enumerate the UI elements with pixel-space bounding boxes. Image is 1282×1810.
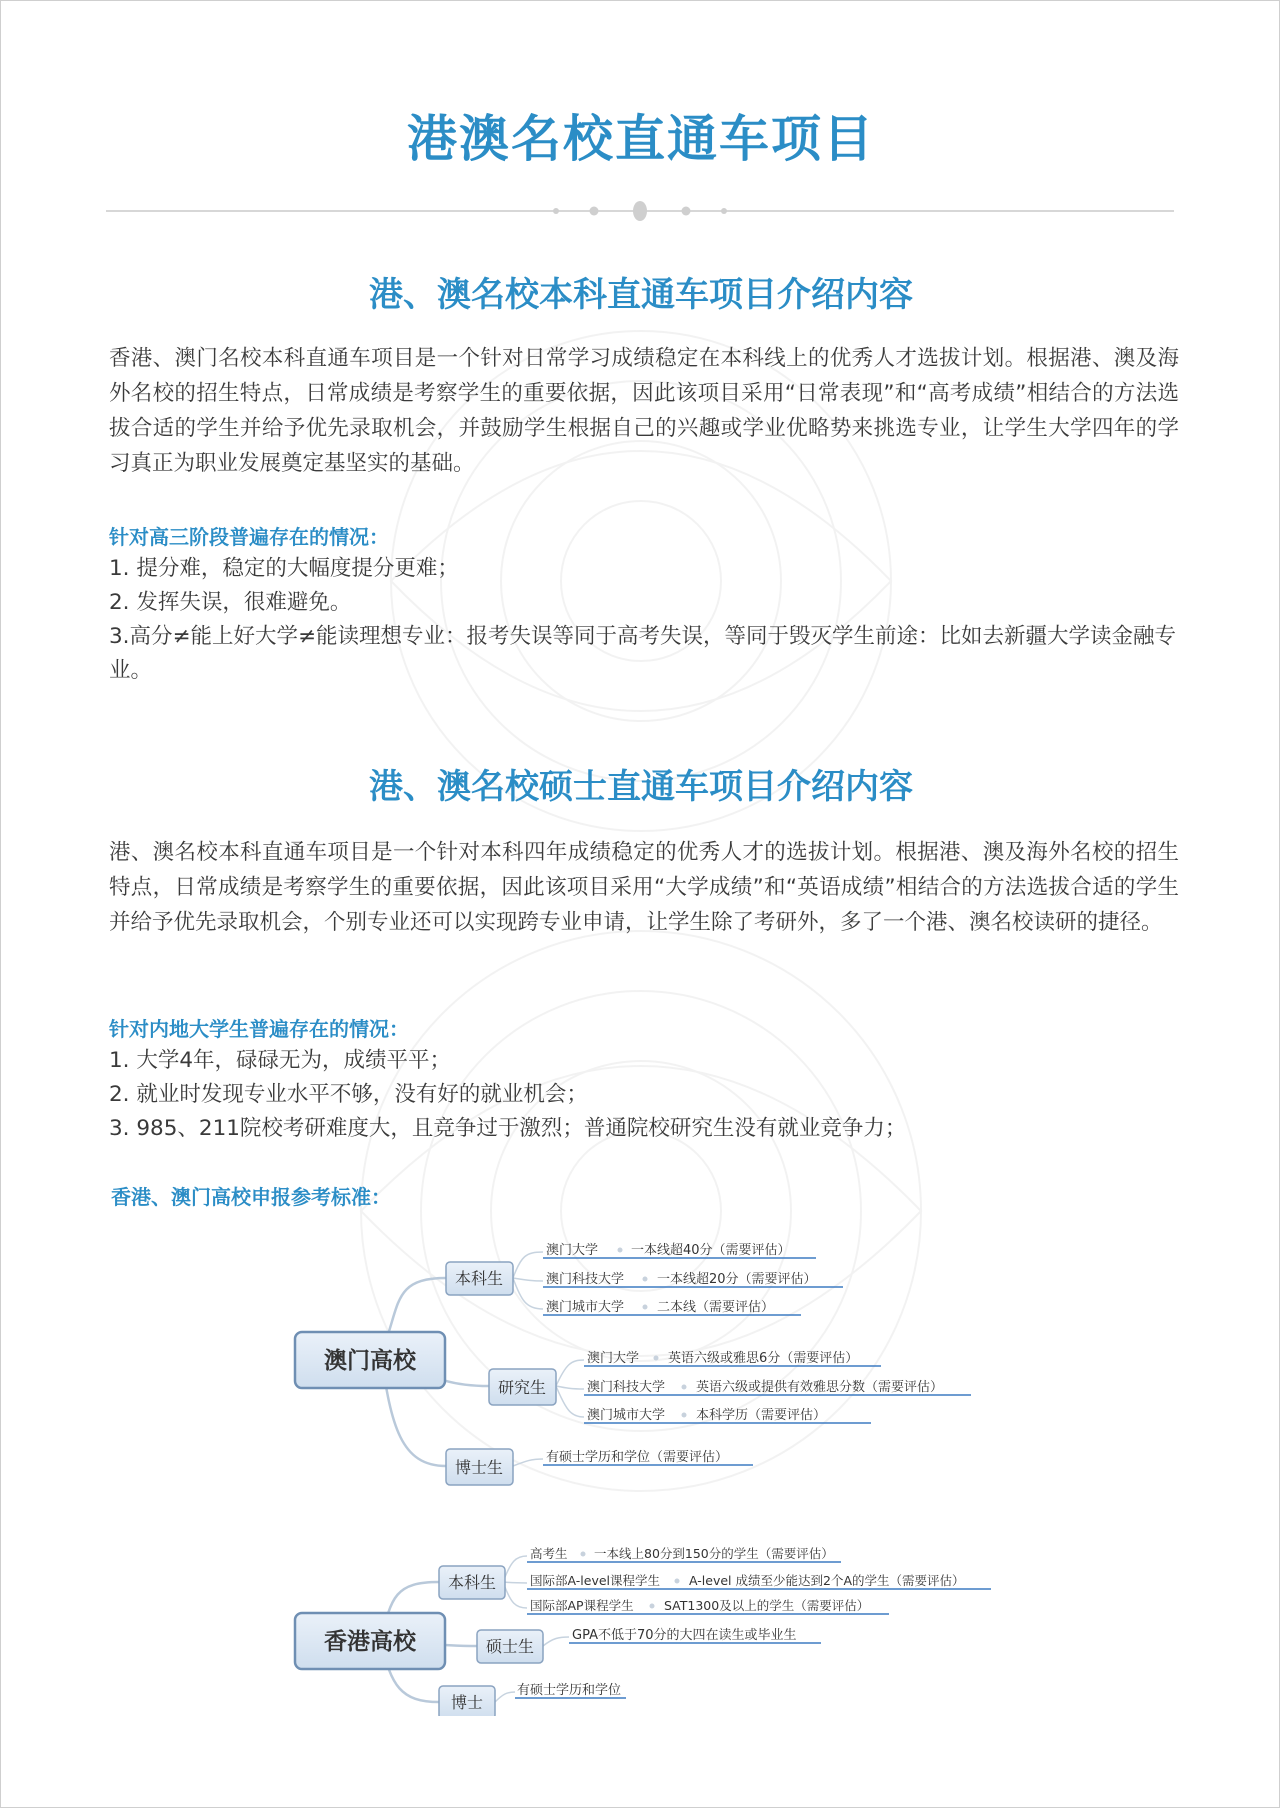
undergrad-issues-list xyxy=(109,552,1179,688)
macau-graduate-school-3: 澳门城市大学 xyxy=(587,1408,666,1423)
hongkong-master-req: GPA不低于70分的大四在读生或毕业生 xyxy=(572,1628,797,1643)
standards-heading: 香港、澳门高校申报参考标准： xyxy=(111,1185,391,1209)
hongkong-undergrad-req-2: A-level 成绩至少能达到2个A的学生（需要评估） xyxy=(689,1573,965,1588)
macau-undergrad-req-1: 一本线超40分（需要评估） xyxy=(631,1243,791,1258)
hongkong-undergrad-req-3: SAT1300及以上的学生（需要评估） xyxy=(664,1598,870,1613)
hongkong-phd-label: 博士 xyxy=(450,1693,484,1712)
list-item: 2. 发挥失误，很难避免。 xyxy=(109,590,352,615)
hongkong-root-label: 香港高校 xyxy=(324,1629,416,1655)
list-item: 1. 大学4年，碌碌无为，成绩平平； xyxy=(109,1048,452,1073)
macau-undergrad-req-2: 一本线超20分（需要评估） xyxy=(657,1272,817,1287)
macau-graduate-school-2: 澳门科技大学 xyxy=(587,1380,666,1395)
master-intro-paragraph: 港、澳名校本科直通车项目是一个针对本科四年成绩稳定的优秀人才的选拔计划。根据港、澳及海外名校的招生特点，日常成绩是考察学生的重要依据，因此该项目采用“大学成绩”和“英语成绩”相结合的方法选拔合适的学生并给予优先录取机会，个别专业还可以实现跨专业申请，让学生除了考研外，多了一个港、澳名校读研的捷径。 xyxy=(109,840,1179,935)
page-title: 港澳名校直通车项目 xyxy=(407,110,875,168)
macau-root-label: 澳门高校 xyxy=(324,1348,416,1374)
standards-mindmap xyxy=(281,1216,1041,1716)
list-item: 1. 提分难，稳定的大幅度提分更难； xyxy=(109,556,459,581)
macau-undergrad-school-3: 澳门城市大学 xyxy=(546,1300,625,1315)
hongkong-undergrad-label: 本科生 xyxy=(447,1573,497,1592)
hongkong-undergrad-school-3: 国际部AP课程学生 xyxy=(530,1598,634,1613)
macau-undergrad-school-2: 澳门科技大学 xyxy=(546,1272,625,1287)
undergrad-intro-paragraph: 香港、澳门名校本科直通车项目是一个针对日常学习成绩稳定在本科线上的优秀人才选拔计划。根据港、澳及海外名校的招生特点，日常成绩是考察学生的重要依据，因此该项目采用“日常表现”和“高考成绩”相结合的方法选拔合适的学生并给予优先录取机会，并鼓励学生根据自己的兴趣或学业优略势来挑选专业，让学生大学四年的学习真正为职业发展奠定基坚实的基础。 xyxy=(109,346,1179,476)
hongkong-master-label: 硕士生 xyxy=(485,1637,535,1656)
macau-undergrad-school-1: 澳门大学 xyxy=(546,1243,599,1258)
hongkong-undergrad-req-1: 一本线上80分到150分的学生（需要评估） xyxy=(594,1546,834,1561)
list-item: 2. 就业时发现专业水平不够，没有好的就业机会； xyxy=(109,1082,588,1107)
title-divider xyxy=(106,197,1174,225)
hongkong-undergrad-school-1: 高考生 xyxy=(530,1546,568,1561)
macau-graduate-req-3: 本科学历（需要评估） xyxy=(696,1408,827,1423)
macau-undergrad-label: 本科生 xyxy=(454,1269,504,1288)
macau-undergrad-req-3: 二本线（需要评估） xyxy=(657,1300,775,1315)
master-issues-heading: 针对内地大学生普遍存在的情况： xyxy=(109,1017,409,1041)
master-section-heading: 港、澳名校硕士直通车项目介绍内容 xyxy=(369,767,913,807)
hongkong-branch xyxy=(295,1546,991,1716)
master-issues-list xyxy=(109,1044,1179,1146)
macau-phd-label: 博士生 xyxy=(454,1458,504,1477)
hongkong-phd-req: 有硕士学历和学位 xyxy=(517,1683,622,1698)
macau-graduate-school-1: 澳门大学 xyxy=(587,1351,640,1366)
list-item: 3.高分≠能上好大学≠能读理想专业：报考失误等同于高考失误，等同于毁灭学生前途：比如去新疆大学读金融专业。 xyxy=(109,624,1177,683)
macau-branch xyxy=(295,1242,971,1485)
macau-graduate-req-2: 英语六级或提供有效雅思分数（需要评估） xyxy=(696,1380,944,1395)
undergrad-issues-heading: 针对高三阶段普遍存在的情况： xyxy=(109,525,389,549)
undergrad-section-heading: 港、澳名校本科直通车项目介绍内容 xyxy=(369,275,913,315)
macau-phd-req: 有硕士学历和学位（需要评估） xyxy=(546,1450,729,1465)
list-item: 3. 985、211院校考研难度大，且竞争过于激烈；普通院校研究生没有就业竞争力； xyxy=(109,1116,907,1141)
macau-graduate-label: 研究生 xyxy=(497,1378,547,1397)
macau-graduate-req-1: 英语六级或雅思6分（需要评估） xyxy=(668,1351,859,1366)
hongkong-undergrad-school-2: 国际部A-level课程学生 xyxy=(530,1573,661,1588)
